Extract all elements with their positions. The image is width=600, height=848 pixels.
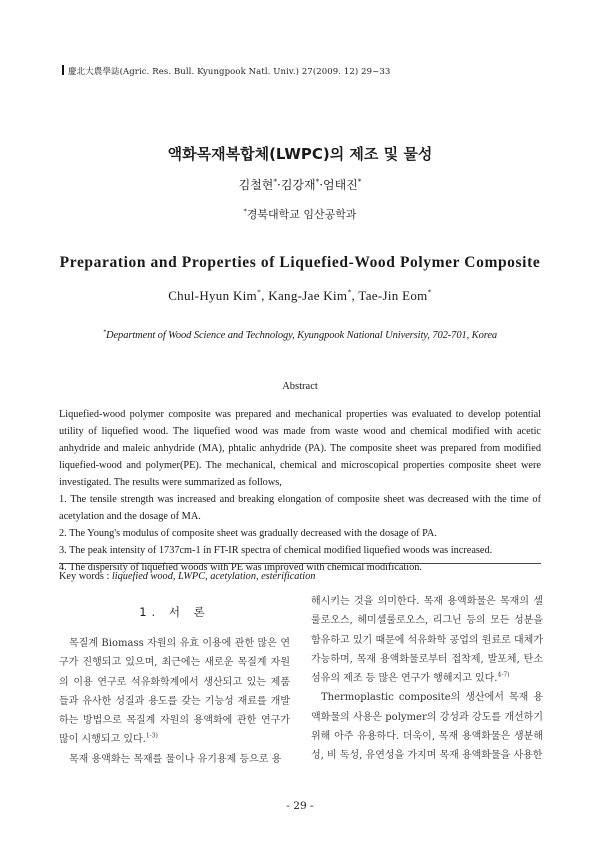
author-mark: * — [315, 177, 320, 186]
author-mark: * — [427, 287, 432, 297]
korean-affiliation — [0, 206, 600, 222]
right-column — [311, 592, 543, 766]
author-ko-2: ·김강재 — [277, 178, 316, 192]
author-mark: * — [273, 177, 277, 186]
paragraph-text: 목질계 Biomass 자원의 유효 이용에 관한 많은 연구가 진행되고 있으며, 최근에는 새로운 목질계 자원의 이용 연구로 석유화학계에서 생산되고 있는 제품들과 유사한 성질과 용도를 갖는 기능성 재료를 개발하는 방법으로 목질계 자원의 용액화에 관한 연구가 많이 시행되고 있다. — [59, 638, 290, 746]
abstract-item: 2. The Young's modulus of composite sheet was gradually decreased with the dosage of PA. — [59, 528, 437, 539]
keywords-values: liquefied wood, LWPC, acetylation, esterification — [111, 571, 316, 582]
author-en-1: Chul-Hyun Kim — [168, 288, 257, 303]
abstract-body — [59, 406, 541, 576]
english-authors — [0, 288, 600, 304]
journal-citation: 慶北大農學誌(Agric. Res. Bull. Kyungpook Natl. Univ.) 27(2009. 12) 29~33 — [68, 67, 391, 77]
journal-header — [62, 65, 390, 77]
keywords — [59, 571, 315, 582]
page-number: - 29 - — [286, 800, 314, 812]
author-ko-1: 김철현 — [238, 178, 274, 192]
reference-mark: 1-3) — [145, 733, 158, 741]
paragraph: 목재 용액화는 목재를 물이나 유기용제 등으로 용 — [69, 753, 282, 765]
author-mark: * — [256, 287, 262, 297]
abstract-item: 1. The tensile strength was increased and breaking elongation of composite sheet was decreased with the time of acetylation and the dosage of MA. — [59, 494, 541, 522]
abstract-divider — [59, 563, 541, 564]
section-heading: 1. 서 론 — [139, 605, 210, 619]
author-mark: * — [357, 177, 362, 186]
reference-mark: 4-7) — [497, 671, 510, 679]
affiliation-en-text: Department of Wood Science and Technology, Kyungpook National University, 702-701, Korea — [106, 330, 498, 341]
affiliation-mark: * — [243, 207, 247, 216]
author-en-2: , Kang-Jae Kim — [261, 288, 348, 303]
author-mark: * — [347, 287, 352, 297]
abstract-intro: Liquefied-wood polymer composite was prepared and mechanical properties was evaluated to develop potential utility of liquefied wood. The liquefied wood was made from waste wood and chemical modified with acetic anhydride and maleic anhydride (MA), phtalic anhydride (PA). The composite sheet was prepared from modified liquefied-wood and polymer(PE). The mechanical, chemical and microscopical properties composite sheet were investigated. The results were summarized as follows, — [59, 409, 541, 488]
header-bar — [62, 65, 64, 75]
paragraph: Thermoplastic composite의 생산에서 목재 용액화물의 사용은 polymer의 강성과 강도를 개선하기 위해 아주 유용하다. 더욱이, 목재 용액화물은 생분해성, 비 독성, 유연성을 가지며 목재 용액화물을 사용한 — [311, 692, 543, 762]
left-column — [59, 634, 290, 769]
abstract-item: 3. The peak intensity of 1737cm-1 in FT-IR spectra of chemical modified liquefied woods was increased. — [59, 545, 493, 556]
korean-authors — [0, 176, 600, 193]
affiliation-ko-text: 경북대학교 임산공학과 — [246, 208, 357, 221]
english-affiliation — [0, 330, 600, 341]
english-title: Preparation and Properties of Liquefied-Wood Polymer Composite — [59, 254, 541, 271]
paragraph — [311, 592, 543, 688]
paragraph — [59, 634, 290, 750]
author-en-3: , Tae-Jin Eom — [351, 288, 428, 303]
korean-title: 액화목재복합체(LWPC)의 제조 및 물성 — [167, 145, 433, 163]
abstract-heading: Abstract — [282, 381, 318, 392]
affiliation-mark: * — [102, 328, 106, 336]
abstract-item: 4. The dispersity of liquefied woods with PE was improved with chemical modification. — [59, 562, 422, 573]
paragraph-text: 해시키는 것을 의미한다. 목재 용액화물은 목재의 셀룰로오스, 헤미셀룰로오스, 리그닌 등의 모든 성분을 함유하고 있기 때문에 석유화학 공업의 원료로 대체가 가능하며, 목재 용액화물로부터 접착제, 발포체, 탄소섬유의 제조 등 많은 연구가 행해지고 있다. — [311, 596, 543, 685]
keywords-label: Key words : — [59, 571, 112, 582]
author-ko-3: ·엄태진 — [319, 178, 358, 192]
